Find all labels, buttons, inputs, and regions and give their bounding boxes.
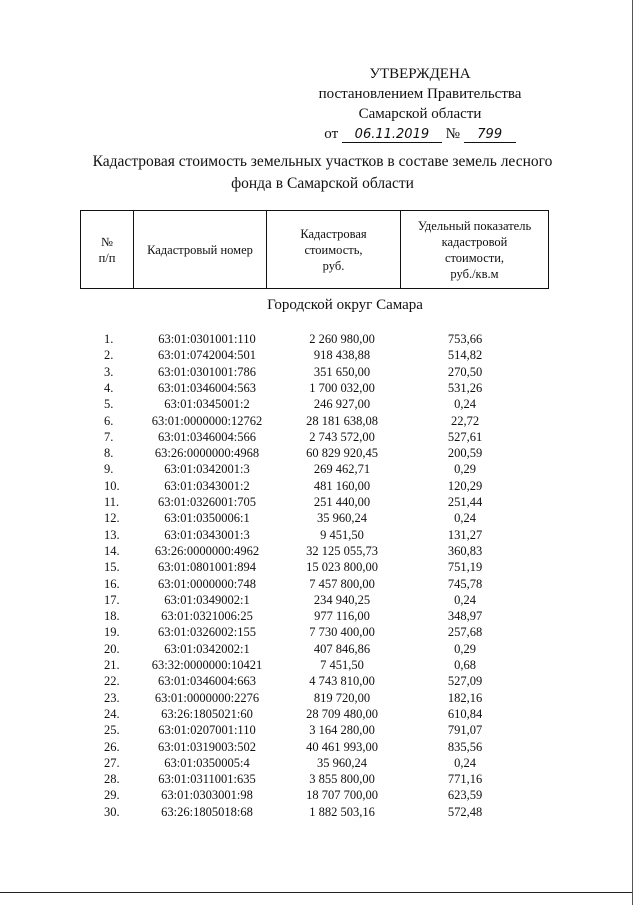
- table-row: [0, 625, 640, 641]
- cadastral-cost: 35 960,24: [317, 755, 367, 770]
- cadastral-cost: 351 650,00: [313, 364, 371, 379]
- header-cadastral-cost: Кадастровая стоимость, руб.: [267, 211, 401, 289]
- cadastral-cost: 918 438,88: [313, 348, 371, 363]
- cadastral-number: 63:01:0345001:2: [164, 397, 250, 412]
- unit-cost: 771,16: [447, 772, 483, 787]
- row-number: 7.: [104, 429, 114, 444]
- row-number: 6.: [104, 413, 114, 428]
- table-row: [0, 674, 640, 690]
- cadastral-cost: 7 451,50: [320, 658, 364, 672]
- header-number: № п/п: [81, 211, 134, 289]
- cadastral-cost: 977 116,00: [314, 609, 370, 624]
- unit-cost: 753,66: [447, 332, 483, 346]
- cadastral-number: 63:01:0000000:2276: [154, 690, 260, 705]
- table-row: [0, 560, 640, 576]
- cadastral-cost: 40 461 993,00: [306, 739, 378, 754]
- table-row: [0, 658, 640, 674]
- unit-cost: 0,24: [454, 592, 476, 607]
- cadastral-cost: 28 181 638,08: [306, 413, 378, 428]
- table-row: [0, 495, 640, 511]
- table-row: [0, 479, 640, 495]
- table-row: [0, 381, 640, 397]
- approval-line-1: постановлением Правительства: [318, 86, 522, 102]
- row-number: 12.: [104, 511, 120, 526]
- row-number: 2.: [104, 348, 114, 363]
- unit-cost: 572,48: [447, 804, 483, 819]
- row-number: 19.: [104, 625, 120, 640]
- section-heading: Городской округ Самара: [267, 297, 423, 313]
- cadastral-number: 63:01:0346004:663: [158, 674, 256, 689]
- cadastral-number: 63:32:0000000:10421: [151, 658, 263, 672]
- table-row: [0, 544, 640, 560]
- row-number: 9.: [104, 462, 114, 477]
- cadastral-cost: 2 743 572,00: [309, 429, 375, 444]
- row-number: 11.: [104, 495, 120, 509]
- cadastral-number: 63:26:1805018:68: [161, 804, 253, 819]
- unit-cost: 182,16: [447, 690, 483, 705]
- document-title-line-2: фонда в Самарской области: [231, 175, 414, 192]
- row-number: 28.: [104, 772, 120, 787]
- unit-cost: 251,44: [447, 495, 483, 509]
- table-row: [0, 365, 640, 381]
- cadastral-cost: 15 023 800,00: [306, 560, 378, 575]
- unit-cost: 0,24: [454, 511, 476, 526]
- table-row: [0, 462, 640, 478]
- cadastral-cost: 269 462,71: [313, 462, 371, 477]
- row-number: 3.: [104, 364, 114, 379]
- cadastral-number: 63:01:0301001:786: [158, 364, 256, 379]
- unit-cost: 0,68: [454, 658, 476, 672]
- unit-cost: 0,24: [454, 755, 476, 770]
- approval-date-line: [300, 126, 540, 143]
- table-row: [0, 414, 640, 430]
- table-row: [0, 642, 640, 658]
- table-row: [0, 577, 640, 593]
- cadastral-number: 63:01:0207001:110: [158, 723, 256, 738]
- row-number: 25.: [104, 723, 120, 738]
- cadastral-cost: 481 160,00: [313, 478, 371, 493]
- unit-cost: 200,59: [447, 446, 483, 461]
- row-number: 1.: [104, 332, 114, 346]
- cadastral-cost: 246 927,00: [313, 397, 371, 412]
- unit-cost: 527,61: [447, 429, 483, 444]
- unit-cost: 610,84: [447, 706, 483, 721]
- unit-cost: 745,78: [447, 576, 483, 591]
- cadastral-number: 63:01:0326002:155: [158, 625, 256, 640]
- row-number: 29.: [104, 788, 120, 803]
- row-number: 18.: [104, 609, 120, 624]
- cadastral-number: 63:01:0346004:563: [158, 380, 256, 395]
- table-row: [0, 788, 640, 804]
- cadastral-number: 63:01:0311001:635: [158, 772, 256, 787]
- row-number: 5.: [104, 397, 114, 412]
- unit-cost: 527,09: [447, 674, 483, 689]
- cadastral-cost: 60 829 920,45: [306, 446, 378, 461]
- cadastral-cost: 4 743 810,00: [309, 674, 375, 689]
- cadastral-cost: 35 960,24: [317, 511, 367, 526]
- document-title-line-1: Кадастровая стоимость земельных участков в составе земель лесного: [92, 153, 553, 170]
- unit-cost: 0,29: [454, 641, 476, 656]
- cadastral-number: 63:01:0342001:3: [164, 462, 250, 477]
- unit-cost: 623,59: [447, 788, 483, 803]
- row-number: 20.: [104, 641, 120, 656]
- unit-cost: 0,29: [454, 462, 476, 477]
- table-row: [0, 707, 640, 723]
- table-row: [0, 723, 640, 739]
- cadastral-number: 63:01:0321006:25: [161, 609, 253, 624]
- row-number: 23.: [104, 690, 120, 705]
- approval-title: УТВЕРЖДЕНА: [369, 66, 471, 82]
- table-row: [0, 430, 640, 446]
- row-number: 16.: [104, 576, 120, 591]
- cadastral-number: 63:01:0350006:1: [164, 511, 250, 526]
- unit-cost: 514,82: [447, 348, 483, 363]
- row-number: 8.: [104, 446, 114, 461]
- cadastral-cost: 7 457 800,00: [309, 576, 375, 591]
- cadastral-number: 63:01:0000000:748: [158, 576, 256, 591]
- unit-cost: 22,72: [450, 413, 480, 428]
- approval-date: 06.11.2019: [342, 127, 442, 143]
- cadastral-cost: 1 882 503,16: [309, 804, 375, 819]
- row-number: 21.: [104, 658, 120, 672]
- header-unit-cost: Удельный показатель кадастровой стоимости, руб./кв.м: [401, 211, 549, 289]
- unit-cost: 751,19: [447, 560, 483, 575]
- cadastral-cost: 234 940,25: [313, 592, 371, 607]
- cadastral-cost: 3 855 800,00: [309, 772, 375, 787]
- cadastral-number: 63:01:0742004:501: [158, 348, 256, 363]
- cadastral-cost: 251 440,00: [313, 495, 371, 509]
- cadastral-cost: 2 260 980,00: [309, 332, 375, 346]
- table-row: [0, 691, 640, 707]
- unit-cost: 348,97: [447, 609, 483, 624]
- cadastral-number: 63:01:0342002:1: [164, 641, 250, 656]
- row-number: 13.: [104, 527, 120, 542]
- unit-cost: 360,83: [447, 543, 483, 558]
- scan-bottom-line: [0, 892, 632, 893]
- approval-line-2: Самарской области: [358, 106, 482, 122]
- unit-cost: 791,07: [447, 723, 483, 738]
- table-row: [0, 528, 640, 544]
- table-row: [0, 511, 640, 527]
- unit-cost: 835,56: [447, 739, 483, 754]
- cadastral-number: 63:01:0343001:2: [164, 478, 250, 493]
- cadastral-number: 63:26:0000000:4968: [154, 446, 260, 461]
- number-prefix: №: [445, 126, 460, 142]
- unit-cost: 120,29: [447, 478, 483, 493]
- approval-number: 799: [464, 127, 516, 143]
- cadastral-number: 63:01:0350005:4: [164, 755, 250, 770]
- unit-cost: 0,24: [454, 397, 476, 412]
- table-row: [0, 397, 640, 413]
- cadastral-number: 63:01:0301001:110: [158, 332, 256, 346]
- scan-edge-line: [632, 0, 633, 905]
- row-number: 30.: [104, 804, 120, 819]
- cadastral-cost: 407 846,86: [313, 641, 371, 656]
- unit-cost: 531,26: [447, 380, 483, 395]
- row-number: 4.: [104, 380, 114, 395]
- row-number: 15.: [104, 560, 120, 575]
- cadastral-cost: 9 451,50: [320, 527, 364, 542]
- table-row: [0, 756, 640, 772]
- cadastral-cost: 3 164 280,00: [309, 723, 375, 738]
- row-number: 24.: [104, 706, 120, 721]
- cadastral-number: 63:01:0000000:12762: [151, 413, 263, 428]
- row-number: 14.: [104, 543, 120, 558]
- cadastral-number: 63:26:1805021:60: [161, 706, 253, 721]
- cadastral-number: 63:26:0000000:4962: [154, 543, 260, 558]
- cadastral-cost: 1 700 032,00: [309, 380, 375, 395]
- header-cadastral-number: Кадастровый номер: [134, 211, 267, 289]
- row-number: 27.: [104, 755, 120, 770]
- cadastral-number: 63:01:0303001:98: [161, 788, 253, 803]
- cadastral-cost: 32 125 055,73: [306, 543, 378, 558]
- cadastral-cost: 7 730 400,00: [309, 625, 375, 640]
- table-row: [0, 805, 640, 821]
- table-row: [0, 740, 640, 756]
- table-header: [80, 210, 549, 289]
- table-row: [0, 446, 640, 462]
- unit-cost: 131,27: [447, 527, 483, 542]
- cadastral-number: 63:01:0319003:502: [158, 739, 256, 754]
- row-number: 17.: [104, 592, 120, 607]
- cadastral-cost: 18 707 700,00: [306, 788, 378, 803]
- cadastral-number: 63:01:0349002:1: [164, 592, 250, 607]
- cadastral-cost: 819 720,00: [313, 690, 371, 705]
- cadastral-number: 63:01:0343001:3: [164, 527, 250, 542]
- row-number: 22.: [104, 674, 120, 689]
- table-row: [0, 593, 640, 609]
- table-row: [0, 348, 640, 364]
- cadastral-number: 63:01:0326001:705: [158, 495, 256, 509]
- unit-cost: 270,50: [447, 364, 483, 379]
- cadastral-number: 63:01:0801001:894: [158, 560, 256, 575]
- table-row: [0, 332, 640, 348]
- date-prefix: от: [324, 126, 339, 142]
- table-row: [0, 772, 640, 788]
- row-number: 10.: [104, 478, 120, 493]
- unit-cost: 257,68: [447, 625, 483, 640]
- cadastral-cost: 28 709 480,00: [306, 706, 378, 721]
- cadastral-number: 63:01:0346004:566: [158, 429, 256, 444]
- table-row: [0, 609, 640, 625]
- row-number: 26.: [104, 739, 120, 754]
